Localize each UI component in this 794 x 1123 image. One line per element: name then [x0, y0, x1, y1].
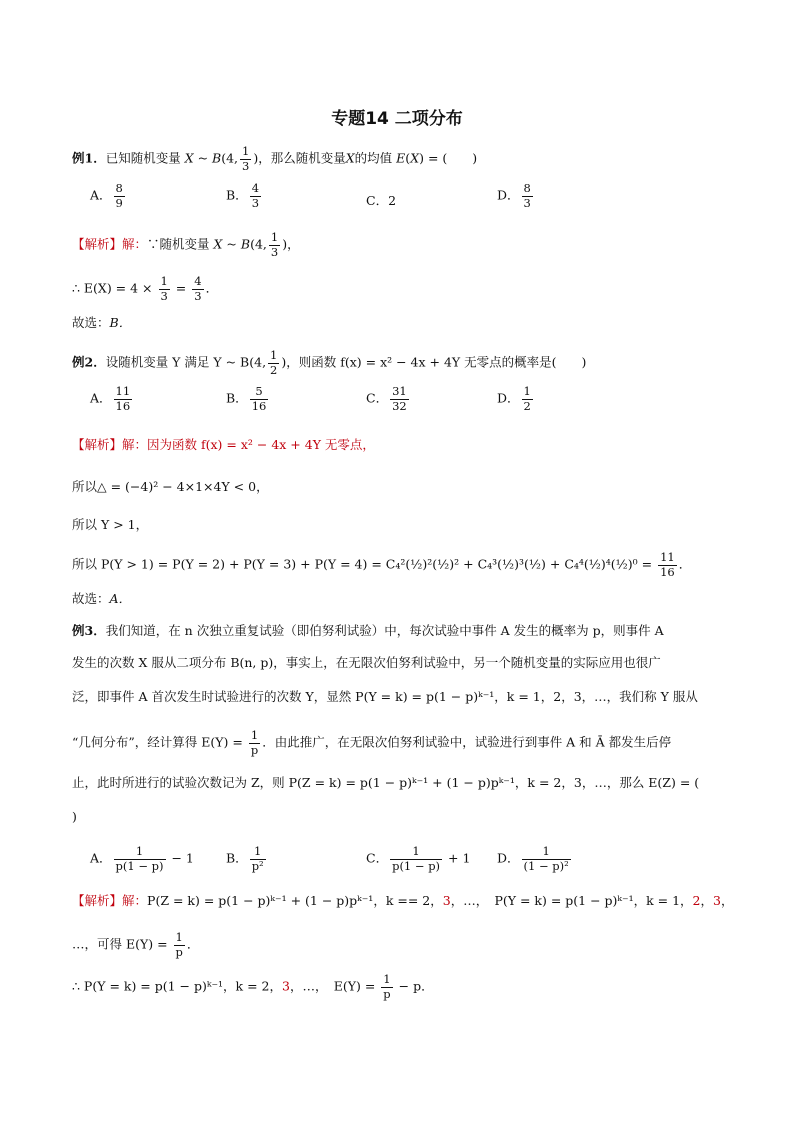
example-3-option-d: D． $\frac{1}{\text{(1 − p)²}}$: [497, 844, 569, 873]
example-3-line-1: 例3．我们知道，在 n 次独立重复试验（即伯努利试验）中，每次试验中事件 A 发生的概率为 p，则事件 A: [72, 623, 664, 638]
example-3-line-3: 泛，即事件 A 首次发生时试验进行的次数 Y，显然 P(Y = k) = p(1 − p)ᵏ⁻¹，k = 1，2，3，…，我们称 Y 服从: [72, 689, 698, 704]
example-2-answer: 故选：A．: [72, 591, 132, 606]
example-1-analysis: 【解析】解：∵随机变量 X ~ B(4, $\frac{1}{3}$ )，: [72, 230, 300, 259]
example-3-line-2: 发生的次数 X 服从二项分布 B(n, p)，事实上，在无限次伯努利试验中，另一个随机变量的实际应用也很广: [72, 655, 661, 670]
example-3-option-a: A． $\frac{1}{p(1 - p)}$ − 1: [90, 844, 194, 873]
page-title: 专题14 二项分布: [331, 109, 463, 129]
example-2-step-3: 所以 P(Y > 1) = P(Y = 2) + P(Y = 3) + P(Y = 4) = C₄²(½)²(½)² + C₄³(½)³(½) + C₄⁴(½)⁴(½)⁰ = $\frac{11}{16}$ ．: [72, 550, 692, 579]
example-2-option-a: A． $\frac{11}{16}$: [90, 384, 131, 413]
example-3-line-5: 止，此时所进行的试验次数记为 Z，则 P(Z = k) = p(1 − p)ᵏ⁻¹ + (1 − p)pᵏ⁻¹，k = 2，3，…，那么 E(Z) = (: [72, 775, 700, 790]
example-3-label: 例3．: [72, 623, 106, 638]
example-1-step: ∴ E(X) = 4 × $\frac{1}{3}$ = $\frac{4}{3}$ ．: [72, 274, 219, 303]
example-1-option-c: C．2: [366, 193, 397, 208]
example-2-option-d: D． $\frac{1}{2}$: [497, 384, 531, 413]
example-2-stem: 例2．设随机变量 Y 满足 Y ~ B(4, $\frac{1}{2}$ )，则函数 f(x) = x² − 4x + 4Y 无零点的概率是( ): [72, 348, 587, 377]
example-1-answer: 故选：B．: [72, 315, 132, 330]
example-1-label: 例1．: [72, 150, 106, 166]
example-1-stem: 例1．已知随机变量 X ~ B(4, $\frac{1}{3}$ )，那么随机变量X的均值 E(X) = ( ): [72, 144, 478, 173]
example-2-analysis: 【解析】解：因为函数 f(x) = x² − 4x + 4Y 无零点，: [72, 437, 375, 452]
example-2-option-c: C． $\frac{31}{32}$: [366, 384, 407, 413]
example-2-option-b: B． $\frac{5}{16}$: [226, 384, 267, 413]
example-3-line-4: “几何分布”，经计算得 E(Y) = $\frac{1}{p}$ ．由此推广，在无限次伯努利试验中，试验进行到事件 A 和 Ā 都发生后停: [72, 728, 672, 757]
example-2-step-2: 所以 Y > 1，: [72, 517, 149, 532]
example-3-analysis: 【解析】解：P(Z = k) = p(1 − p)ᵏ⁻¹ + (1 − p)pᵏ⁻¹，k == 2，3，…， P(Y = k) = p(1 − p)ᵏ⁻¹，k = 1，2，3，: [72, 893, 734, 908]
example-1-option-d: D． $\frac{8}{3}$: [497, 181, 531, 210]
example-3-option-c: C． $\frac{1}{p(1 - p)}$ + 1: [366, 844, 471, 873]
example-1-option-b: B． $\frac{4}{3}$: [226, 181, 260, 210]
fraction: $\frac{1}{3}$: [242, 144, 250, 173]
example-3-option-b: B． $\frac{1}{\text{p²}}$: [226, 844, 264, 873]
analysis-tag: 【解析】: [72, 236, 123, 252]
example-2-step-1: 所以△ = (−4)² − 4×1×4Y < 0，: [72, 479, 269, 494]
example-2-label: 例2．: [72, 354, 106, 370]
example-3-step-3: ∴ P(Y = k) = p(1 − p)ᵏ⁻¹，k = 2，3，…， E(Y) = $\frac{1}{p}$ − p．: [72, 972, 434, 1001]
example-3-line-6: ): [72, 809, 77, 824]
example-3-step-2: …，可得 E(Y) = $\frac{1}{p}$ ．: [72, 930, 200, 959]
example-1-option-a: A． $\frac{8}{9}$: [90, 181, 123, 210]
